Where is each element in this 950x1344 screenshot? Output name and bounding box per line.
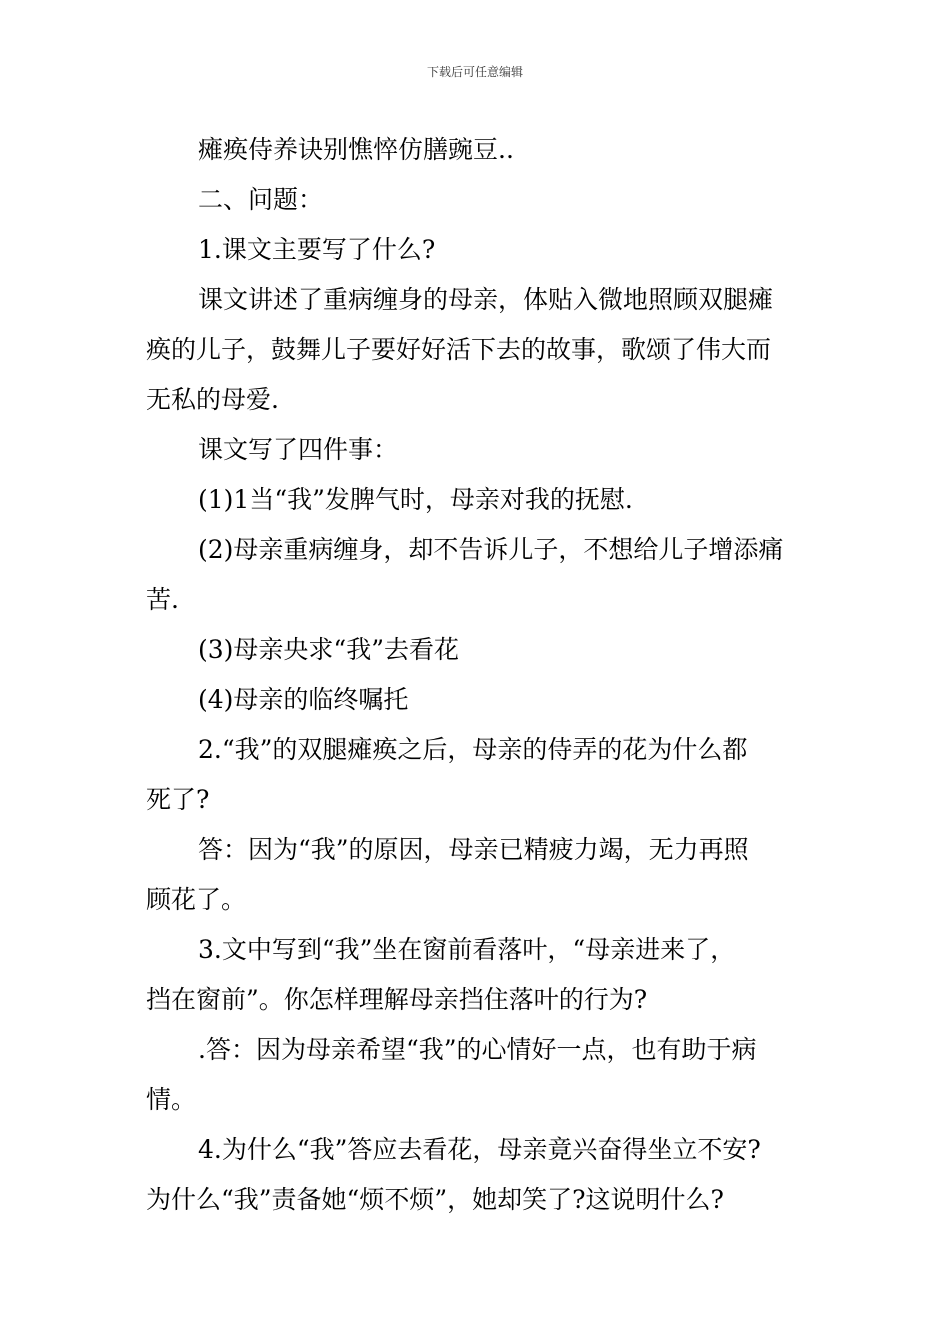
answer-2-line-2: 顾花了。 <box>146 885 247 914</box>
answer-1-line-2: 痪的儿子，鼓舞儿子要好好活下去的故事，歌颂了伟大而 <box>146 335 772 364</box>
question-2-line-2: 死了? <box>146 785 210 814</box>
section-heading: 二、问题： <box>198 185 324 214</box>
answer-3-line-2: 情。 <box>146 1085 197 1114</box>
four-events-intro: 课文写了四件事： <box>198 435 399 464</box>
document-body <box>146 125 810 1225</box>
event-3: (3)母亲央求“我”去看花 <box>198 635 459 664</box>
question-4-line-2: 为什么“我”责备她“烦不烦”，她却笑了?这说明什么? <box>146 1185 724 1214</box>
question-3-line-2: 挡在窗前”。你怎样理解母亲挡住落叶的行为? <box>146 985 648 1014</box>
question-2-line-1: 2.“我”的双腿瘫痪之后，母亲的侍弄的花为什么都 <box>198 735 748 764</box>
vocabulary-line: 瘫痪侍养诀别憔悴仿膳豌豆.. <box>198 135 514 164</box>
event-4: (4)母亲的临终嘱托 <box>198 685 409 714</box>
answer-3-line-1: .答：因为母亲希望“我”的心情好一点，也有助于病 <box>198 1035 757 1064</box>
question-1: 1.课文主要写了什么? <box>198 235 436 264</box>
event-1: (1)1当“我”发脾气时，母亲对我的抚慰. <box>198 485 633 514</box>
answer-2-line-1: 答：因为“我”的原因，母亲已精疲力竭，无力再照 <box>198 835 749 864</box>
question-3-line-1: 3.文中写到“我”坐在窗前看落叶，“母亲进来了， <box>198 935 736 964</box>
page-header-note: 下载后可任意编辑 <box>426 65 523 79</box>
event-2-line-2: 苦. <box>146 585 179 614</box>
answer-1-line-3: 无私的母爱. <box>146 385 279 414</box>
answer-1-line-1: 课文讲述了重病缠身的母亲，体贴入微地照顾双腿瘫 <box>198 285 774 314</box>
question-4-line-1: 4.为什么“我”答应去看花，母亲竟兴奋得坐立不安? <box>198 1135 761 1164</box>
event-2-line-1: (2)母亲重病缠身，却不告诉儿子，不想给儿子增添痛 <box>198 535 784 564</box>
